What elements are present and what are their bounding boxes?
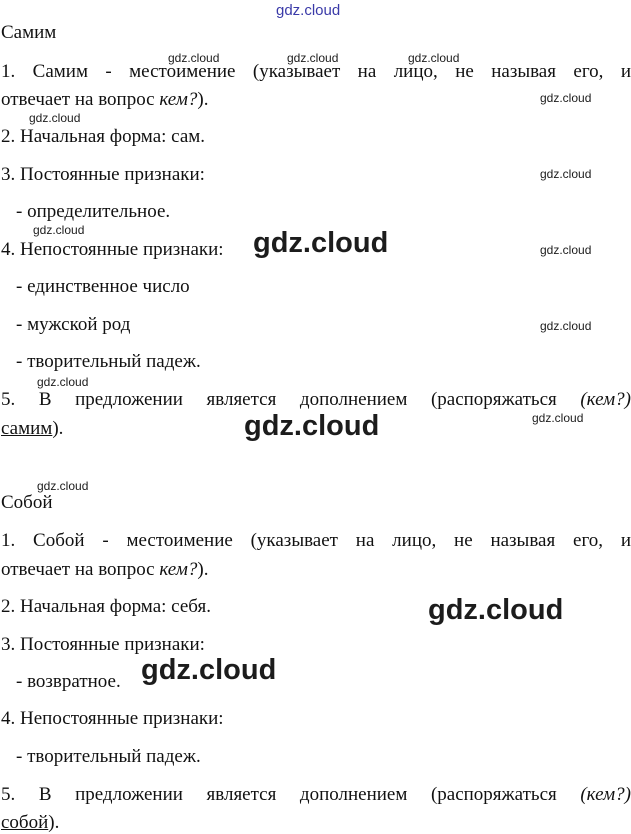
watermark-small: gdz.cloud	[408, 51, 460, 65]
paragraph-5-line-2	[1, 812, 59, 834]
watermark-small: gdz.cloud	[540, 243, 592, 257]
paragraph-5-line-1	[1, 389, 631, 411]
watermark-large: gdz.cloud	[141, 654, 277, 686]
initial-form: 2. Начальная форма: сам.	[1, 126, 206, 147]
section-heading-samim: Самим	[1, 22, 57, 43]
paragraph-1-line-2	[1, 559, 208, 581]
paragraph-5-text: 5. В предложении является дополнением (распоряжаться	[1, 784, 581, 805]
watermark-small: gdz.cloud	[168, 51, 220, 65]
paragraph-1-line-1: 1. Самим - местоимение (указывает на лицо, не называя его, и	[1, 61, 631, 82]
watermark-small: gdz.cloud	[540, 167, 592, 181]
paragraph-1-line-1: 1. Собой - местоимение (указывает на лицо, не называя его, и	[1, 530, 631, 551]
paragraph-1-end: ).	[197, 559, 209, 580]
initial-form: 2. Начальная форма: себя.	[1, 596, 211, 617]
constant-features-heading: 3. Постоянные признаки:	[1, 164, 205, 185]
variable-features-heading: 4. Непостоянные признаки:	[1, 708, 224, 729]
paragraph-5-end: ).	[48, 812, 60, 833]
variable-feature-item: - творительный падеж.	[16, 351, 201, 372]
watermark-top: gdz.cloud	[276, 2, 341, 19]
question-kem: (кем?)	[580, 784, 631, 805]
paragraph-5-line-1	[1, 784, 631, 806]
paragraph-1-text: отвечает на вопрос	[1, 89, 160, 110]
paragraph-1-end: ).	[197, 89, 209, 110]
question-kem: кем?	[159, 559, 198, 580]
paragraph-5-text: 5. В предложении является дополнением (распоряжаться	[1, 389, 581, 410]
variable-feature-item: - мужской род	[16, 314, 131, 335]
watermark-small: gdz.cloud	[287, 51, 339, 65]
watermark-small: gdz.cloud	[33, 223, 85, 237]
variable-features-heading: 4. Непостоянные признаки:	[1, 239, 224, 260]
watermark-small: gdz.cloud	[37, 479, 89, 493]
watermark-large: gdz.cloud	[253, 227, 389, 259]
target-word: собой	[1, 812, 49, 833]
watermark-small: gdz.cloud	[540, 91, 592, 105]
question-kem: (кем?)	[580, 389, 631, 410]
watermark-small: gdz.cloud	[540, 319, 592, 333]
constant-features-heading: 3. Постоянные признаки:	[1, 634, 205, 655]
watermark-large: gdz.cloud	[244, 410, 380, 442]
watermark-large: gdz.cloud	[428, 594, 564, 626]
watermark-small: gdz.cloud	[37, 375, 89, 389]
target-word: самим	[1, 418, 53, 439]
question-kem: кем?	[159, 89, 198, 110]
variable-feature-item: - единственное число	[16, 276, 190, 297]
constant-feature-item: - возвратное.	[16, 671, 121, 692]
constant-feature-item: - определительное.	[16, 201, 171, 222]
paragraph-1-text: отвечает на вопрос	[1, 559, 160, 580]
watermark-small: gdz.cloud	[532, 411, 584, 425]
variable-feature-item: - творительный падеж.	[16, 746, 201, 767]
paragraph-5-line-2	[1, 418, 63, 440]
paragraph-1-line-2	[1, 89, 208, 111]
paragraph-5-end: ).	[52, 418, 64, 439]
section-heading-soboi: Собой	[1, 492, 53, 513]
watermark-small: gdz.cloud	[29, 111, 81, 125]
